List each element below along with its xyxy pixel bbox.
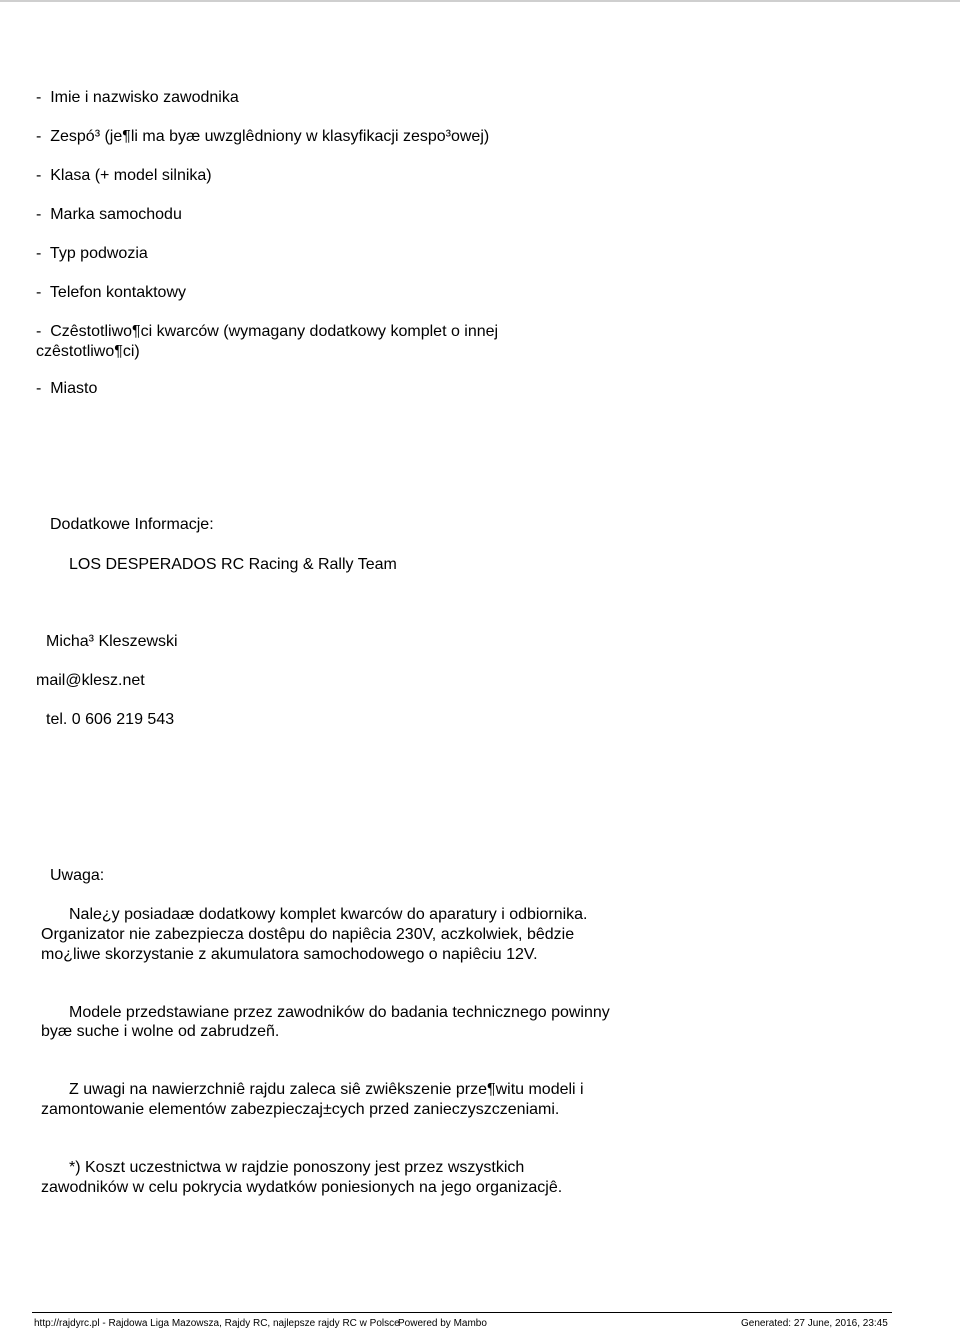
list-item-continuation: czêstotliwo¶ci) [36, 343, 140, 360]
footer-rule [32, 1312, 892, 1313]
footer-site-link[interactable]: http://rajdyrc.pl - Rajdowa Liga Mazowsza, Rajdy RC, najlepsze rajdy RC w Polsce [34, 1318, 400, 1329]
info-heading: Dodatkowe Informacje: [50, 516, 214, 533]
contact-email: mail@klesz.net [36, 672, 145, 689]
notice-line: *) Koszt uczestnictwa w rajdzie ponoszony jest przez wszystkich [69, 1159, 525, 1176]
footer-powered-by: Powered by Mambo [398, 1318, 487, 1329]
list-item: - Typ podwozia [36, 245, 148, 262]
list-item: - Telefon kontaktowy [36, 284, 187, 301]
list-item: - Marka samochodu [36, 206, 182, 223]
contact-phone: tel. 0 606 219 543 [46, 711, 175, 728]
contact-name: Micha³ Kleszewski [46, 633, 178, 650]
top-rule [0, 0, 960, 2]
notice-line: Nale¿y posiadaæ dodatkowy komplet kwarców do aparatury i odbiornika. [69, 906, 588, 923]
list-item: - Czêstotliwo¶ci kwarców (wymagany dodatkowy komplet o innej [36, 323, 499, 340]
list-item: - Imie i nazwisko zawodnika [36, 89, 239, 106]
team-name: LOS DESPERADOS RC Racing & Rally Team [69, 556, 397, 573]
notice-line: zamontowanie elementów zabezpieczaj±cych przed zanieczyszczeniami. [41, 1101, 560, 1118]
list-item: - Miasto [36, 380, 98, 397]
footer-generated: Generated: 27 June, 2016, 23:45 [741, 1318, 888, 1329]
notice-line: byæ suche i wolne od zabrudzeñ. [41, 1023, 280, 1040]
notice-line: zawodników w celu pokrycia wydatków poniesionych na jego organizacjê. [41, 1179, 563, 1196]
notice-line: Z uwagi na nawierzchniê rajdu zaleca siê zwiêkszenie prze¶witu modeli i [69, 1081, 584, 1098]
notice-line: Organizator nie zabezpiecza dostêpu do napiêcia 230V, aczkolwiek, bêdzie [41, 926, 575, 943]
list-item: - Klasa (+ model silnika) [36, 167, 212, 184]
notice-line: mo¿liwe skorzystanie z akumulatora samochodowego o napiêciu 12V. [41, 946, 538, 963]
notice-heading: Uwaga: [50, 867, 105, 884]
notice-line: Modele przedstawiane przez zawodników do badania technicznego powinny [69, 1004, 610, 1021]
list-item: - Zespó³ (je¶li ma byæ uwzglêdniony w klasyfikacji zespo³owej) [36, 128, 490, 145]
